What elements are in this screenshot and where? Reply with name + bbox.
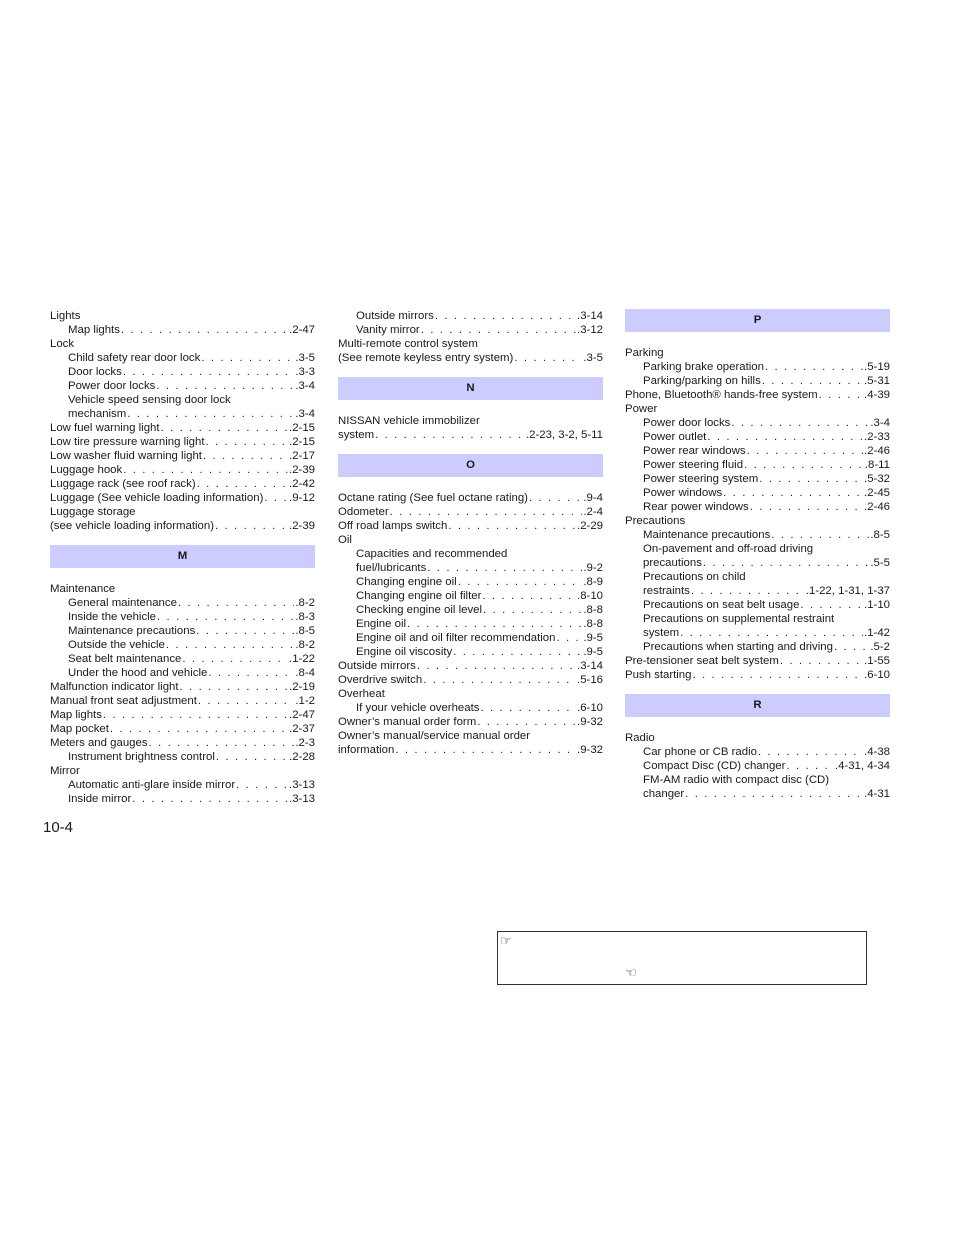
index-entry-text: Owner’s manual order form xyxy=(338,716,477,728)
index-entry xyxy=(338,505,603,519)
index-entry-page: .5-31 xyxy=(864,375,890,387)
dot-leader xyxy=(703,556,869,570)
index-entry xyxy=(50,449,315,463)
index-entry-page: .8-8 xyxy=(583,604,603,616)
index-entry-text: Outside mirrors xyxy=(338,660,416,672)
index-entry xyxy=(50,351,315,365)
dot-leader xyxy=(762,374,863,388)
index-entry-text: restraints xyxy=(643,585,690,597)
dot-leader xyxy=(264,491,288,505)
index-entry-text: Overdrive switch xyxy=(338,674,423,686)
dot-leader xyxy=(208,666,294,680)
dot-leader xyxy=(197,477,288,491)
index-entry-page: .2-23, 3-2, 5-11 xyxy=(525,429,603,441)
index-heading: Oil xyxy=(338,534,352,546)
index-entry-page: .2-42 xyxy=(289,478,315,490)
index-entry xyxy=(338,323,603,337)
dot-leader xyxy=(819,388,863,402)
index-entry-page: .3-12 xyxy=(577,324,603,336)
index-entry-text: Luggage hook xyxy=(50,464,123,476)
index-column-3 xyxy=(625,309,890,801)
page-number: 10-4 xyxy=(43,819,74,836)
index-entry xyxy=(625,500,890,514)
index-entry xyxy=(338,491,603,505)
index-entry xyxy=(625,787,890,801)
dot-leader xyxy=(198,694,294,708)
index-entry-page: .9-32 xyxy=(577,744,603,756)
dot-leader xyxy=(182,652,288,666)
index-entry xyxy=(50,519,315,533)
index-entry xyxy=(338,589,603,603)
dot-leader xyxy=(692,668,863,682)
index-entry xyxy=(50,680,315,694)
section-letter-p: P xyxy=(625,309,890,332)
dot-leader xyxy=(132,792,288,806)
index-entry xyxy=(50,778,315,792)
dot-leader xyxy=(215,519,288,533)
dot-leader xyxy=(483,603,582,617)
note-box xyxy=(497,931,867,985)
index-heading: Radio xyxy=(625,732,655,744)
index-entry xyxy=(625,444,890,458)
index-entry xyxy=(50,379,315,393)
index-entry xyxy=(625,430,890,444)
index-entry xyxy=(338,631,603,645)
section-letter-m: M xyxy=(50,545,315,568)
index-entry-text: Luggage rack (see roof rack) xyxy=(50,478,196,490)
index-entry xyxy=(50,435,315,449)
dot-leader xyxy=(178,596,294,610)
index-entry-page: .3-5 xyxy=(295,352,315,364)
dot-leader xyxy=(149,736,295,750)
index-subheading: Vehicle speed sensing door lock xyxy=(68,394,231,406)
index-entry-text: Octane rating (See fuel octane rating) xyxy=(338,492,528,504)
index-entry-page: .9-5 xyxy=(583,646,603,658)
dot-leader xyxy=(731,416,869,430)
dot-leader xyxy=(800,598,863,612)
index-entry-text: Power rear windows xyxy=(643,445,746,457)
index-entry-page: .2-39 xyxy=(289,520,315,532)
index-entry-text: Power windows xyxy=(643,487,723,499)
section-letter-o: O xyxy=(338,454,603,477)
index-entry-text: system xyxy=(643,627,680,639)
dot-leader xyxy=(680,626,863,640)
index-entry-text: Power steering fluid xyxy=(643,459,744,471)
index-entry-text: Map lights xyxy=(50,709,102,721)
index-entry-page: .4-38 xyxy=(864,746,890,758)
dot-leader xyxy=(482,589,576,603)
index-entry-page: .2-3 xyxy=(295,737,315,749)
index-entry-text: information xyxy=(338,744,395,756)
index-entry-page: .5-2 xyxy=(870,641,890,653)
dot-leader xyxy=(216,750,288,764)
index-entry-text: Child safety rear door lock xyxy=(68,352,201,364)
index-entry xyxy=(50,491,315,505)
index-entry xyxy=(338,715,603,729)
index-entry xyxy=(338,575,603,589)
index-entry-text: Map pocket xyxy=(50,723,109,735)
dot-leader xyxy=(759,472,863,486)
index-entry xyxy=(338,617,603,631)
dot-leader xyxy=(123,463,288,477)
index-entry-page: .9-32 xyxy=(577,716,603,728)
index-entry-page: .2-46 xyxy=(864,501,890,513)
index-entry-page: .3-4 xyxy=(295,408,315,420)
index-entry xyxy=(50,652,315,666)
section-letter-r: R xyxy=(625,694,890,717)
index-subheading: Precautions on supplemental restraint xyxy=(643,613,835,625)
index-entry-text: mechanism xyxy=(68,408,127,420)
index-entry-text: Vanity mirror xyxy=(356,324,420,336)
index-column-2 xyxy=(338,309,603,757)
index-entry-page: .2-15 xyxy=(289,436,315,448)
index-entry-page: .3-3 xyxy=(295,366,315,378)
index-entry xyxy=(50,421,315,435)
index-entry-page: .8-3 xyxy=(295,611,315,623)
index-entry-page: .2-39 xyxy=(289,464,315,476)
index-entry-page: .8-10 xyxy=(577,590,603,602)
index-entry-text: Outside mirrors xyxy=(356,310,434,322)
index-entry xyxy=(625,374,890,388)
index-entry-page: .5-19 xyxy=(864,361,890,373)
index-entry-page: .3-5 xyxy=(583,352,603,364)
index-entry xyxy=(50,323,315,337)
dot-leader xyxy=(477,715,576,729)
dot-leader xyxy=(723,486,863,500)
dot-leader xyxy=(203,449,288,463)
dot-leader xyxy=(556,631,582,645)
index-entry xyxy=(50,694,315,708)
index-entry-page: .2-29 xyxy=(577,520,603,532)
dot-leader xyxy=(771,528,869,542)
dot-leader xyxy=(166,638,294,652)
index-entry xyxy=(625,584,890,598)
index-entry xyxy=(625,759,890,773)
index-entry xyxy=(50,750,315,764)
index-entry-page: .4-31, 4-34 xyxy=(834,760,890,772)
index-entry-page: .2-4 xyxy=(583,506,603,518)
index-entry xyxy=(625,654,890,668)
index-entry-page: .2-19 xyxy=(289,681,315,693)
index-entry-page: .5-16 xyxy=(577,674,603,686)
index-subheading: Precautions on child xyxy=(643,571,746,583)
dot-leader xyxy=(834,640,869,654)
index-entry-text: Changing engine oil xyxy=(356,576,457,588)
index-entry xyxy=(625,360,890,374)
index-entry-page: .1-55 xyxy=(864,655,890,667)
index-entry xyxy=(625,528,890,542)
index-heading: Maintenance xyxy=(50,583,116,595)
index-entry xyxy=(338,701,603,715)
dot-leader xyxy=(453,645,582,659)
dot-leader xyxy=(375,428,525,442)
index-entry-text: Precautions on seat belt usage xyxy=(643,599,800,611)
index-entry xyxy=(338,603,603,617)
index-entry xyxy=(625,388,890,402)
dot-leader xyxy=(205,435,288,449)
index-entry xyxy=(625,745,890,759)
index-entry xyxy=(338,673,603,687)
index-entry-page: .9-2 xyxy=(583,562,603,574)
index-entry-page: .8-2 xyxy=(295,597,315,609)
index-entry-page: .8-11 xyxy=(864,459,890,471)
index-entry-page: .8-2 xyxy=(295,639,315,651)
index-entry-text: Engine oil xyxy=(356,618,407,630)
dot-leader xyxy=(236,778,288,792)
dot-leader xyxy=(480,701,576,715)
index-entry-page: .1-22, 1-31, 1-37 xyxy=(805,585,890,597)
index-entry xyxy=(338,428,603,442)
index-entry xyxy=(625,640,890,654)
index-entry-text: Low fuel warning light xyxy=(50,422,160,434)
index-entry-text: Compact Disc (CD) changer xyxy=(643,760,786,772)
index-entry-text: precautions xyxy=(643,557,702,569)
dot-leader xyxy=(156,379,294,393)
index-heading: NISSAN vehicle immobilizer xyxy=(338,415,480,427)
pointing-hand-icon: ☞ xyxy=(500,933,512,948)
index-entry-text: Power outlet xyxy=(643,431,707,443)
index-heading: Owner’s manual/service manual order xyxy=(338,730,531,742)
dot-leader xyxy=(180,680,289,694)
index-entry-text: Low tire pressure warning light xyxy=(50,436,205,448)
index-entry xyxy=(625,472,890,486)
dot-leader xyxy=(780,654,863,668)
section-letter-n: N xyxy=(338,377,603,400)
dot-leader xyxy=(395,743,576,757)
index-entry-page: .3-13 xyxy=(289,779,315,791)
index-entry-page: .5-5 xyxy=(870,557,890,569)
index-entry-page: .3-14 xyxy=(577,310,603,322)
index-heading: Lock xyxy=(50,338,75,350)
index-entry-text: Odometer xyxy=(338,506,389,518)
dot-leader xyxy=(196,624,294,638)
index-entry-text: Seat belt maintenance xyxy=(68,653,182,665)
index-entry-page: .2-15 xyxy=(289,422,315,434)
index-entry-text: Off road lamps switch xyxy=(338,520,448,532)
index-entry xyxy=(625,486,890,500)
index-entry xyxy=(338,519,603,533)
index-entry xyxy=(50,596,315,610)
index-entry-text: Power steering system xyxy=(643,473,759,485)
index-heading: Power xyxy=(625,403,658,415)
dot-leader xyxy=(448,519,576,533)
dot-leader xyxy=(161,421,288,435)
index-entry-page: .6-10 xyxy=(864,669,890,681)
index-entry-text: system xyxy=(338,429,375,441)
index-entry-text: Door locks xyxy=(68,366,122,378)
index-entry xyxy=(50,638,315,652)
dot-leader xyxy=(691,584,805,598)
index-entry-text: (see vehicle loading information) xyxy=(50,520,214,532)
index-entry-page: .2-33 xyxy=(864,431,890,443)
index-entry xyxy=(50,610,315,624)
index-entry-page: .4-31 xyxy=(864,788,890,800)
index-entry-page: .1-22 xyxy=(289,653,315,665)
pointing-hand-icon: ☜ xyxy=(625,965,637,980)
index-entry-text: General maintenance xyxy=(68,597,177,609)
dot-leader xyxy=(103,708,288,722)
index-entry-text: Rear power windows xyxy=(643,501,749,513)
index-entry xyxy=(625,458,890,472)
index-entry-page: .2-28 xyxy=(289,751,315,763)
index-entry-text: Inside mirror xyxy=(68,793,132,805)
index-subheading: FM-AM radio with compact disc (CD) xyxy=(643,774,830,786)
dot-leader xyxy=(685,787,863,801)
index-entry xyxy=(50,407,315,421)
index-entry-page: .1-42 xyxy=(864,627,890,639)
index-entry-page: .8-5 xyxy=(295,625,315,637)
index-entry-text: Low washer fluid warning light xyxy=(50,450,202,462)
index-entry-page: .8-9 xyxy=(583,576,603,588)
index-entry xyxy=(338,659,603,673)
index-entry-page: .8-8 xyxy=(583,618,603,630)
index-entry xyxy=(50,365,315,379)
index-entry-page: .2-47 xyxy=(289,324,315,336)
index-entry-text: Maintenance precautions xyxy=(68,625,196,637)
dot-leader xyxy=(707,430,863,444)
dot-leader xyxy=(514,351,582,365)
index-column-1 xyxy=(50,309,315,806)
index-entry xyxy=(625,416,890,430)
index-entry-text: Outside the vehicle xyxy=(68,639,165,651)
index-entry-page: .3-4 xyxy=(870,417,890,429)
index-subheading: Capacities and recommended xyxy=(356,548,508,560)
dot-leader xyxy=(123,365,295,379)
index-entry-text: fuel/lubricants xyxy=(356,562,427,574)
index-entry-page: .1-2 xyxy=(295,695,315,707)
index-heading: Overheat xyxy=(338,688,385,700)
index-entry-page: .9-12 xyxy=(289,492,315,504)
index-entry-text: Luggage (See vehicle loading information) xyxy=(50,492,264,504)
index-entry xyxy=(338,645,603,659)
dot-leader xyxy=(157,610,294,624)
dot-leader xyxy=(529,491,582,505)
index-entry xyxy=(625,556,890,570)
index-entry-text: Automatic anti-glare inside mirror xyxy=(68,779,236,791)
index-heading: Mirror xyxy=(50,765,80,777)
index-entry xyxy=(50,792,315,806)
index-heading: Precautions xyxy=(625,515,686,527)
index-entry-text: Parking brake operation xyxy=(643,361,764,373)
index-entry-text: Power door locks xyxy=(68,380,156,392)
dot-leader xyxy=(390,505,583,519)
index-entry-page: .9-5 xyxy=(583,632,603,644)
index-entry-text: Push starting xyxy=(625,669,692,681)
index-entry xyxy=(50,708,315,722)
index-entry-text: Engine oil viscosity xyxy=(356,646,453,658)
index-entry-text: Instrument brightness control xyxy=(68,751,215,763)
index-entry xyxy=(338,561,603,575)
index-entry-page: .2-17 xyxy=(289,450,315,462)
index-entry xyxy=(625,626,890,640)
index-entry-page: .2-45 xyxy=(864,487,890,499)
dot-leader xyxy=(765,360,863,374)
dot-leader xyxy=(435,309,576,323)
index-entry-page: .8-5 xyxy=(870,529,890,541)
dot-leader xyxy=(417,659,576,673)
index-entry-text: Changing engine oil filter xyxy=(356,590,482,602)
dot-leader xyxy=(747,444,863,458)
index-entry-text: Power door locks xyxy=(643,417,731,429)
index-entry-text: changer xyxy=(643,788,685,800)
index-entry-text: Parking/parking on hills xyxy=(643,375,761,387)
dot-leader xyxy=(758,745,863,759)
dot-leader xyxy=(427,561,582,575)
index-entry xyxy=(338,309,603,323)
index-entry xyxy=(50,463,315,477)
index-entry-text: Malfunction indicator light xyxy=(50,681,179,693)
index-entry xyxy=(50,736,315,750)
index-entry xyxy=(338,351,603,365)
index-entry-text: Inside the vehicle xyxy=(68,611,157,623)
index-entry-text: Precautions when starting and driving xyxy=(643,641,833,653)
dot-leader xyxy=(201,351,294,365)
index-entry xyxy=(338,743,603,757)
dot-leader xyxy=(786,759,833,773)
index-entry-text: Manual front seat adjustment xyxy=(50,695,197,707)
index-heading: Luggage storage xyxy=(50,506,136,518)
index-entry-text: (See remote keyless entry system) xyxy=(338,352,514,364)
index-entry-page: .9-4 xyxy=(583,492,603,504)
dot-leader xyxy=(458,575,583,589)
index-entry-page: .8-4 xyxy=(295,667,315,679)
index-entry-text: Map lights xyxy=(68,324,120,336)
index-entry xyxy=(50,624,315,638)
dot-leader xyxy=(750,500,863,514)
index-entry-text: Car phone or CB radio xyxy=(643,746,757,758)
index-heading: Lights xyxy=(50,310,81,322)
index-entry xyxy=(50,722,315,736)
dot-leader xyxy=(110,722,288,736)
index-entry-text: Under the hood and vehicle xyxy=(68,667,208,679)
dot-leader xyxy=(121,323,288,337)
index-entry-text: Checking engine oil level xyxy=(356,604,483,616)
index-entry-text: Maintenance precautions xyxy=(643,529,771,541)
index-heading: Multi-remote control system xyxy=(338,338,478,350)
index-entry-page: .2-46 xyxy=(864,445,890,457)
index-entry-text: Phone, Bluetooth® hands-free system xyxy=(625,389,818,401)
index-entry xyxy=(625,598,890,612)
dot-leader xyxy=(421,323,576,337)
index-entry-page: .2-37 xyxy=(289,723,315,735)
index-entry-page: .4-39 xyxy=(864,389,890,401)
index-entry-text: Engine oil and oil filter recommendation xyxy=(356,632,556,644)
index-entry-page: .2-47 xyxy=(289,709,315,721)
index-subheading: On-pavement and off-road driving xyxy=(643,543,814,555)
index-entry-page: .3-4 xyxy=(295,380,315,392)
index-entry xyxy=(50,477,315,491)
index-entry-page: .3-14 xyxy=(577,660,603,672)
index-entry-text: Meters and gauges xyxy=(50,737,148,749)
index-entry-page: .3-13 xyxy=(289,793,315,805)
index-entry-text: If your vehicle overheats xyxy=(356,702,480,714)
dot-leader xyxy=(744,458,864,472)
index-entry-text: Pre-tensioner seat belt system xyxy=(625,655,779,667)
index-entry-page: .5-32 xyxy=(864,473,890,485)
index-heading: Parking xyxy=(625,347,664,359)
index-entry xyxy=(625,668,890,682)
dot-leader xyxy=(423,673,576,687)
dot-leader xyxy=(127,407,294,421)
dot-leader xyxy=(407,617,582,631)
index-entry-page: .1-10 xyxy=(864,599,890,611)
index-entry xyxy=(50,666,315,680)
index-entry-page: .6-10 xyxy=(577,702,603,714)
